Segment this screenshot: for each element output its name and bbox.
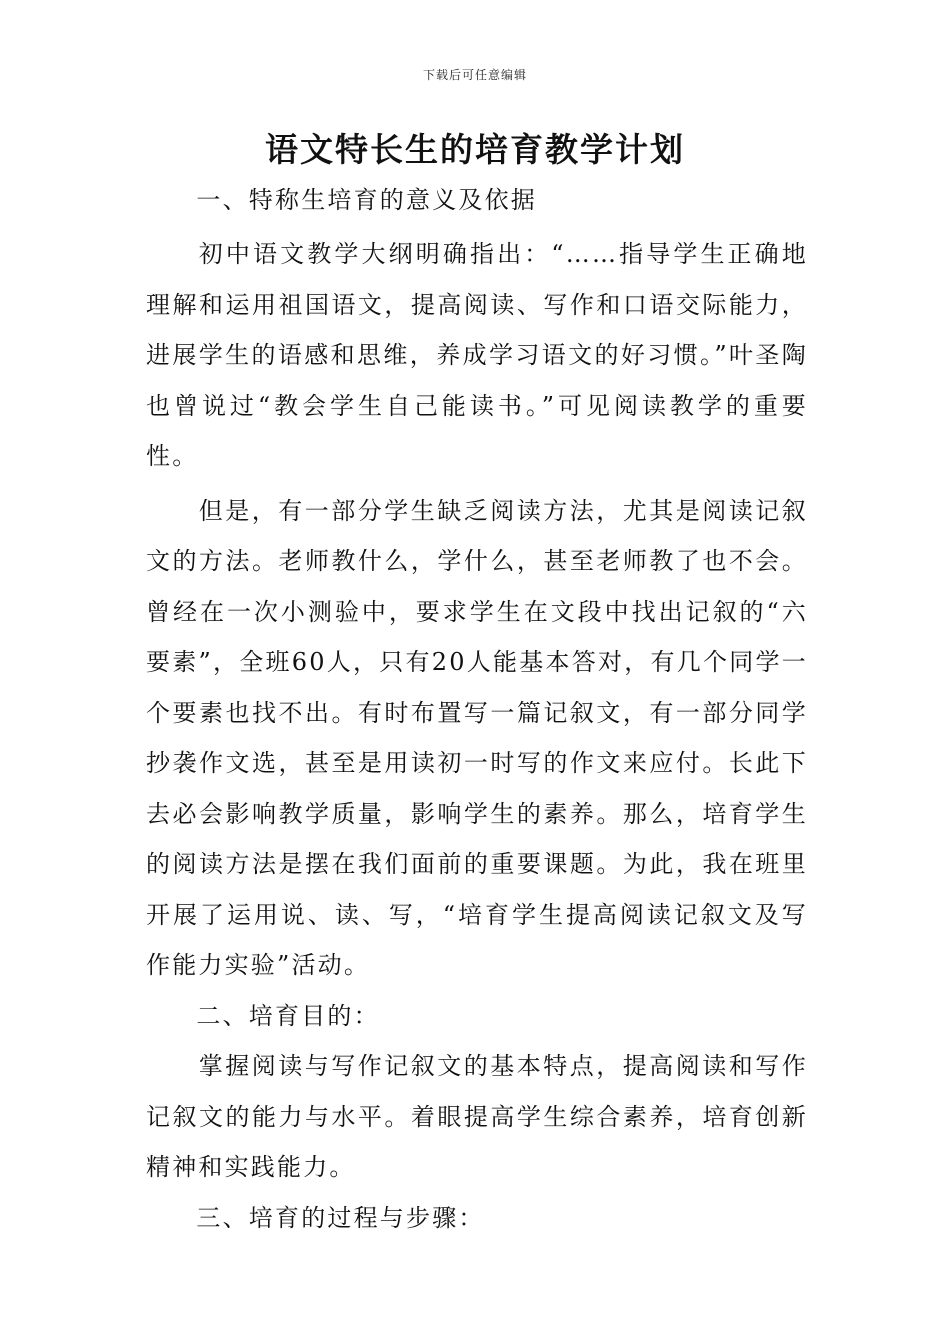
download-note: 下载后可任意编辑 xyxy=(422,68,527,82)
paragraph-1: 初中语文教学大纲明确指出：“……指导学生正确地理解和运用祖国语文，提高阅读、写作和口语交际能力，进展学生的语感和思维，养成学习语文的好习惯。”叶圣陶也曾说过“教会学生自己能读书。”可见阅读教学的重要性。 xyxy=(146,240,808,470)
document-body xyxy=(146,180,808,1243)
section-heading-2: 二、培育目的： xyxy=(196,1001,380,1030)
paragraph-3: 掌握阅读与写作记叙文的基本特点，提高阅读和写作记叙文的能力与水平。着眼提高学生综合素养，培育创新精神和实践能力。 xyxy=(146,1052,808,1181)
section-heading-1: 一、特称生培育的意义及依据 xyxy=(196,186,537,214)
paragraph-2: 但是，有一部分学生缺乏阅读方法，尤其是阅读记叙文的方法。老师教什么，学什么，甚至老师教了也不会。曾经在一次小测验中，要求学生在文段中找出记叙的“六要素”，全班60人，只有20人能基本答对，有几个同学一个要素也找不出。有时布置写一篇记叙文，有一部分同学抄袭作文选，甚至是用读初一时写的作文来应付。长此下去必会影响教学质量，影响学生的素养。那么，培育学生的阅读方法是摆在我们面前的重要课题。为此，我在班里开展了运用说、读、写，“培育学生提高阅读记叙文及写作能力实验”活动。 xyxy=(146,496,808,979)
section-heading-3: 三、培育的过程与步骤： xyxy=(196,1203,485,1232)
document-title: 语文特长生的培育教学计划 xyxy=(265,130,685,169)
